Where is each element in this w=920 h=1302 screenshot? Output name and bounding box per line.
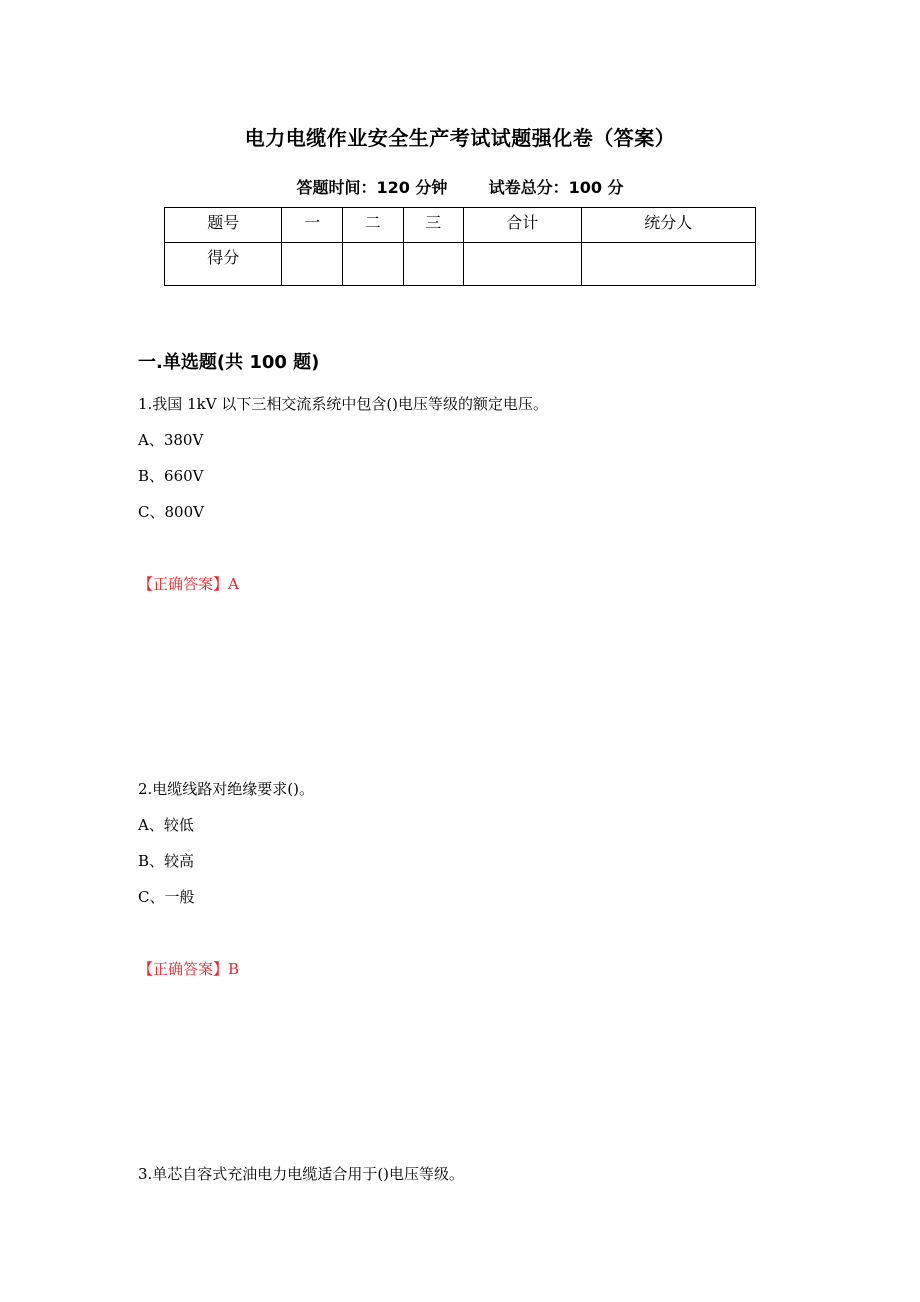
document-title: 电力电缆作业安全生产考试试题强化卷（答案） <box>244 126 676 150</box>
exam-total-score: 试卷总分：100 分 <box>488 178 624 197</box>
score-cell <box>403 243 464 286</box>
question-option: A、380V <box>138 431 204 449</box>
question-stem: 3.单芯自容式充油电力电缆适合用于()电压等级。 <box>138 1165 465 1183</box>
score-cell <box>464 243 581 286</box>
score-header-cell: 统分人 <box>581 208 755 243</box>
score-table-header-row <box>165 208 756 243</box>
score-cell <box>282 243 343 286</box>
question-stem: 2.电缆线路对绝缘要求()。 <box>138 780 315 798</box>
score-header-cell: 一 <box>282 208 343 243</box>
answer-label: 【正确答案】 <box>138 575 229 593</box>
question-option: B、较高 <box>138 852 195 870</box>
exam-time: 答题时间：120 分钟 <box>296 178 448 197</box>
question-option: A、较低 <box>138 816 194 834</box>
score-table-score-row <box>165 243 756 286</box>
question-option: C、800V <box>138 503 204 521</box>
score-header-cell: 题号 <box>165 208 282 243</box>
score-header-cell: 二 <box>343 208 404 243</box>
question-option: B、660V <box>138 467 204 485</box>
question-stem: 1.我国 1kV 以下三相交流系统中包含()电压等级的额定电压。 <box>138 395 549 413</box>
section-heading: 一.单选题(共 100 题) <box>138 352 320 373</box>
exam-meta <box>0 175 920 198</box>
question-option: C、一般 <box>138 888 195 906</box>
score-header-cell: 三 <box>403 208 464 243</box>
correct-answer <box>138 573 239 594</box>
score-table <box>164 207 756 286</box>
answer-value: A <box>228 575 239 593</box>
answer-value: B <box>228 960 240 978</box>
answer-label: 【正确答案】 <box>138 960 229 978</box>
correct-answer <box>138 958 239 979</box>
score-row-label: 得分 <box>165 243 282 286</box>
score-header-cell: 合计 <box>464 208 581 243</box>
score-cell <box>343 243 404 286</box>
score-cell <box>581 243 755 286</box>
